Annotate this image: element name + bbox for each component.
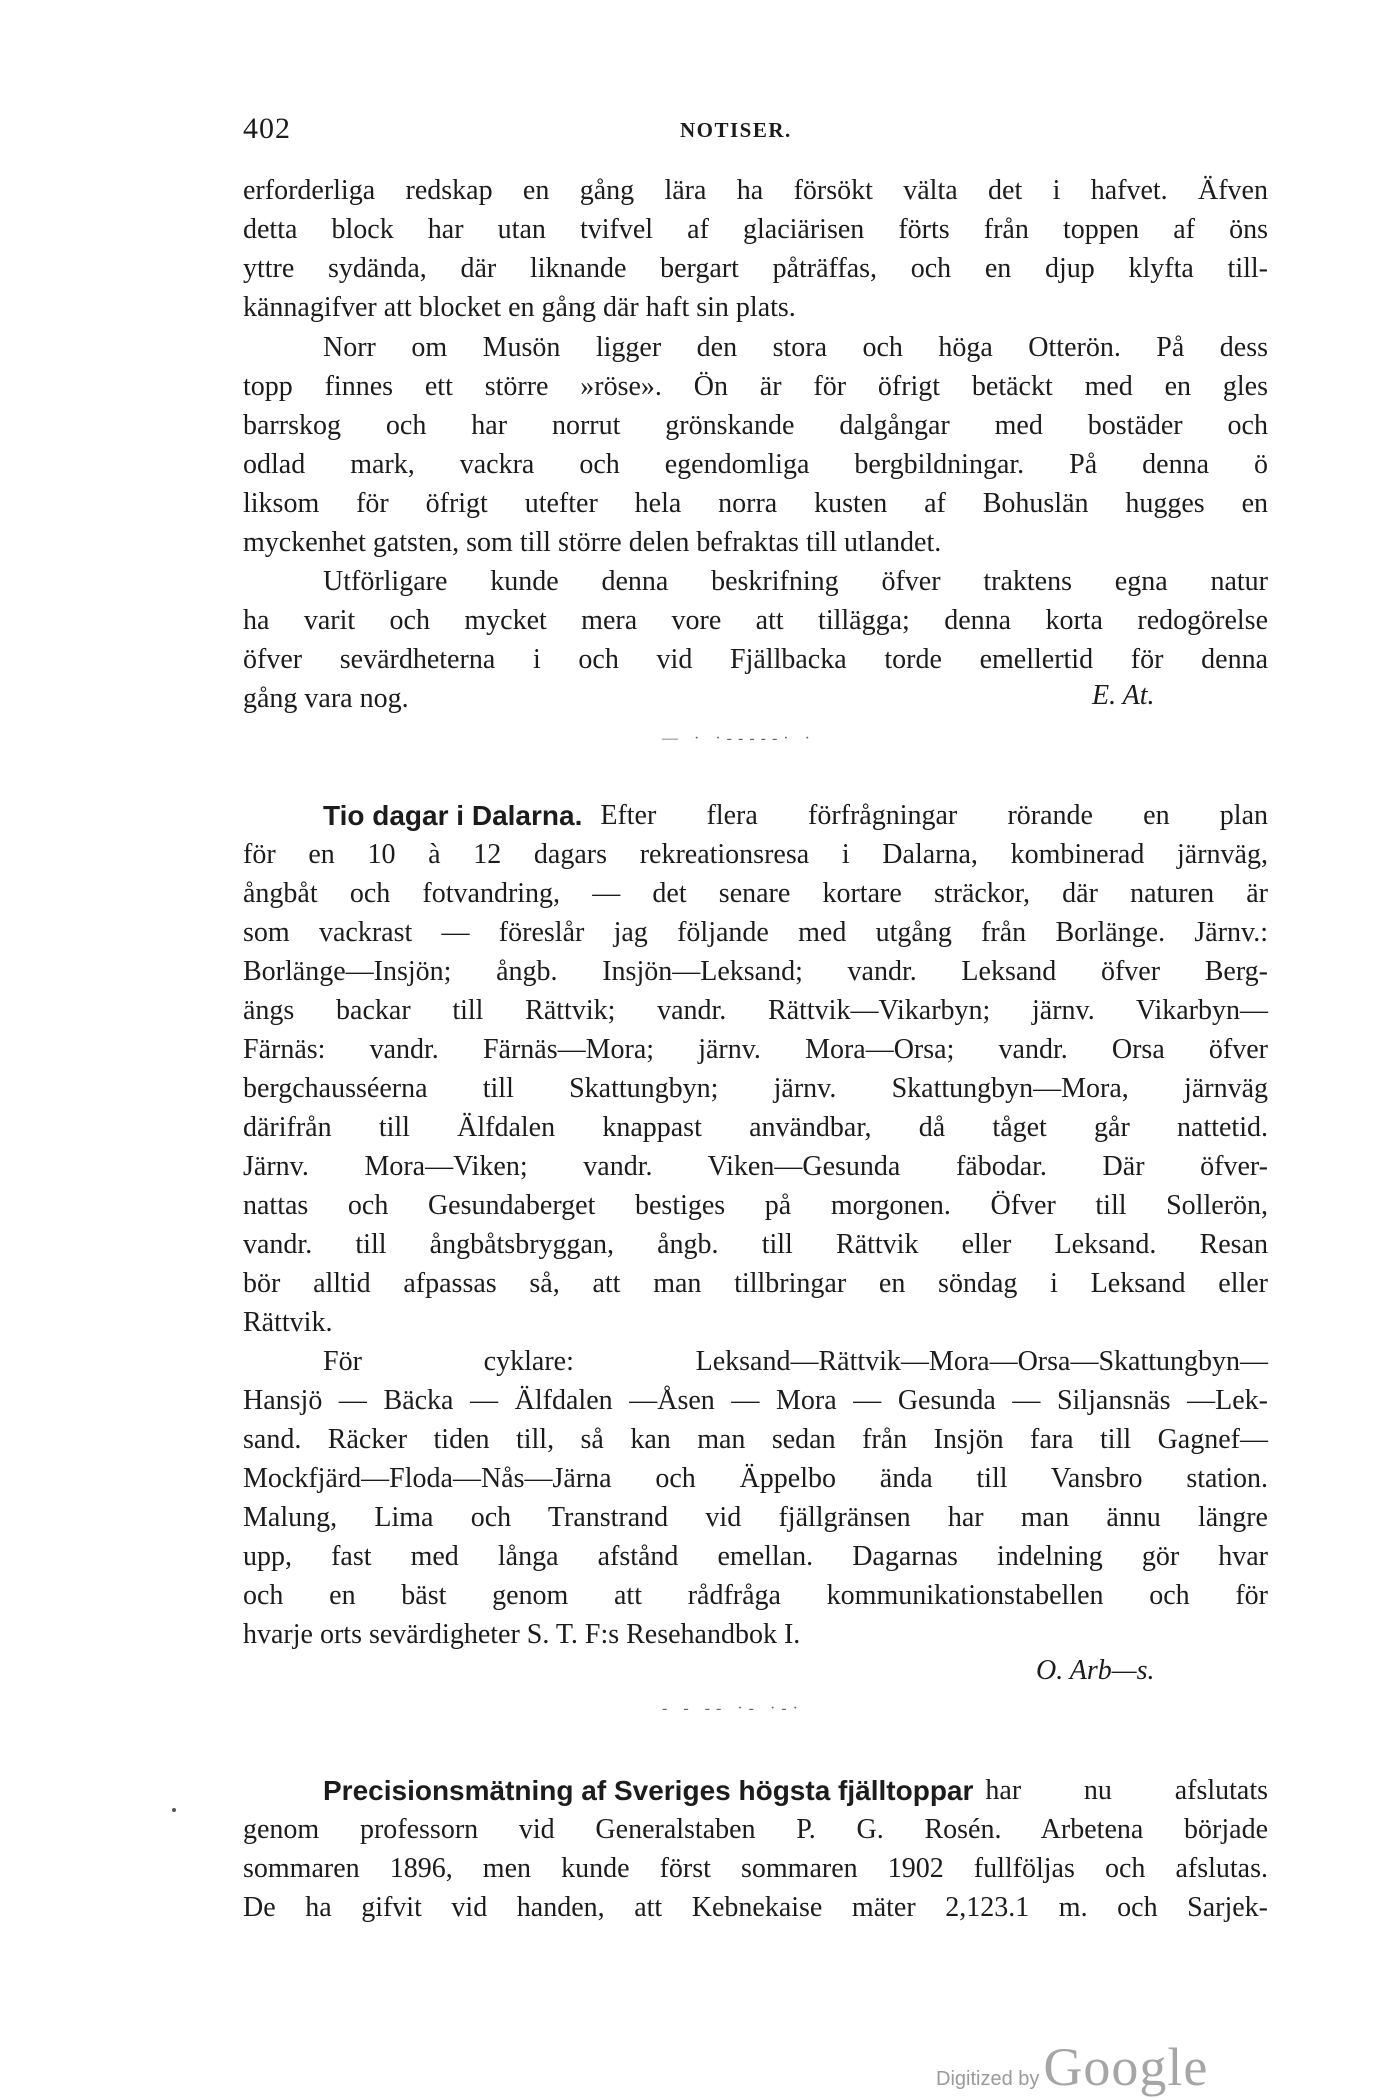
text-line: Färnäs: vandr. Färnäs—Mora; järnv. Mora—Orsa; vandr. Orsa öfver	[243, 1034, 1268, 1065]
text-line: som vackrast — föreslår jag följande med utgång från Borlänge. Järnv.:	[243, 917, 1268, 948]
text-line: detta block har utan tvifvel af glaciärisen förts från toppen af öns	[243, 214, 1268, 245]
running-head: NOTISER.	[680, 118, 792, 142]
text-line: Borlänge—Insjön; ångb. Insjön—Leksand; vandr. Leksand öfver Berg-	[243, 956, 1268, 987]
text-line: hvarje orts sevärdigheter S. T. F:s Resehandbok I.	[243, 1619, 801, 1650]
text-line: nattas och Gesundaberget bestiges på morgonen. Öfver till Sollerön,	[243, 1190, 1268, 1221]
text-line: Järnv. Mora—Viken; vandr. Viken—Gesunda fäbodar. Där öfver-	[243, 1151, 1268, 1182]
text-line: kännagifver att blocket en gång där haft sin plats.	[243, 292, 796, 323]
text-line: Utförligare kunde denna beskrifning öfver traktens egna natur	[323, 566, 1268, 597]
article-heading: Precisionsmätning af Sveriges högsta fjälltoppar	[323, 1775, 974, 1806]
text-line-rest: Efter flera förfrågningar rörande en plan	[600, 800, 1268, 831]
text-line: erforderliga redskap en gång lära ha försökt välta det i hafvet. Äfven	[243, 175, 1268, 206]
text-line-rest: har nu afslutats	[985, 1775, 1268, 1806]
text-line: myckenhet gatsten, som till större delen befraktas till utlandet.	[243, 527, 942, 558]
watermark-prefix: Digitized by	[936, 2068, 1040, 2090]
stray-mark	[172, 1808, 176, 1812]
text-line: Norr om Musön ligger den stora och höga Otterön. På dess	[323, 332, 1268, 363]
section-separator: - - -- ·- ·-·	[662, 1700, 804, 1717]
text-line: Hansjö — Bäcka — Älfdalen —Åsen — Mora — Gesunda — Siljansnäs —Lek-	[243, 1385, 1268, 1416]
text-line	[243, 1772, 1268, 1810]
text-line: Rättvik.	[243, 1307, 333, 1338]
text-line: De ha gifvit vid handen, att Kebnekaise mäter 2,123.1 m. och Sarjek-	[243, 1892, 1268, 1923]
section-separator: — · ·-----· ·	[662, 730, 816, 747]
article-heading: Tio dagar i Dalarna.	[323, 800, 583, 831]
text-line: vandr. till ångbåtsbryggan, ångb. till Rättvik eller Leksand. Resan	[243, 1229, 1268, 1260]
text-line: gång vara nog.	[243, 683, 409, 714]
text-line: yttre sydända, där liknande bergart påträffas, och en djup klyfta till-	[243, 253, 1268, 284]
text-line: liksom för öfrigt utefter hela norra kusten af Bohuslän hugges en	[243, 488, 1268, 519]
text-line: bör alltid afpassas så, att man tillbringar en söndag i Leksand eller	[243, 1268, 1268, 1299]
text-line: genom professorn vid Generalstaben P. G. Rosén. Arbetena började	[243, 1814, 1268, 1845]
text-line	[243, 797, 1268, 835]
signature: E. At.	[1092, 680, 1155, 711]
text-line: därifrån till Älfdalen knappast användbar, då tåget går nattetid.	[243, 1112, 1268, 1143]
text-line: sand. Räcker tiden till, så kan man sedan från Insjön fara till Gagnef—	[243, 1424, 1268, 1455]
text-line: För cyklare: Leksand—Rättvik—Mora—Orsa—Skattungbyn—	[323, 1346, 1268, 1377]
signature: O. Arb—s.	[1036, 1655, 1155, 1686]
text-line: topp finnes ett större »röse». Ön är för öfrigt betäckt med en gles	[243, 371, 1268, 402]
google-logo: Google	[1043, 2037, 1209, 2097]
text-line: ha varit och mycket mera vore att tillägga; denna korta redogörelse	[243, 605, 1268, 636]
text-line: för en 10 à 12 dagars rekreationsresa i Dalarna, kombinerad järnväg,	[243, 839, 1268, 870]
text-line: upp, fast med långa afstånd emellan. Dagarnas indelning gör hvar	[243, 1541, 1268, 1572]
text-line: odlad mark, vackra och egendomliga bergbildningar. På denna ö	[243, 449, 1268, 480]
text-line: bergchausséerna till Skattungbyn; järnv. Skattungbyn—Mora, järnväg	[243, 1073, 1268, 1104]
text-line: och en bäst genom att rådfråga kommunikationstabellen och för	[243, 1580, 1268, 1611]
text-line: Mockfjärd—Floda—Nås—Järna och Äppelbo ända till Vansbro station.	[243, 1463, 1268, 1494]
text-line: Malung, Lima och Transtrand vid fjällgränsen har man ännu längre	[243, 1502, 1268, 1533]
text-line: sommaren 1896, men kunde först sommaren 1902 fullföljas och afslutas.	[243, 1853, 1268, 1884]
digitization-watermark	[936, 2036, 1208, 2098]
text-line: ängs backar till Rättvik; vandr. Rättvik—Vikarbyn; järnv. Vikarbyn—	[243, 995, 1268, 1026]
page-number: 402	[243, 112, 291, 145]
text-line: barrskog och har norrut grönskande dalgångar med bostäder och	[243, 410, 1268, 441]
text-line: ångbåt och fotvandring, — det senare kortare sträckor, där naturen är	[243, 878, 1268, 909]
text-line: öfver sevärdheterna i och vid Fjällbacka torde emellertid för denna	[243, 644, 1268, 675]
